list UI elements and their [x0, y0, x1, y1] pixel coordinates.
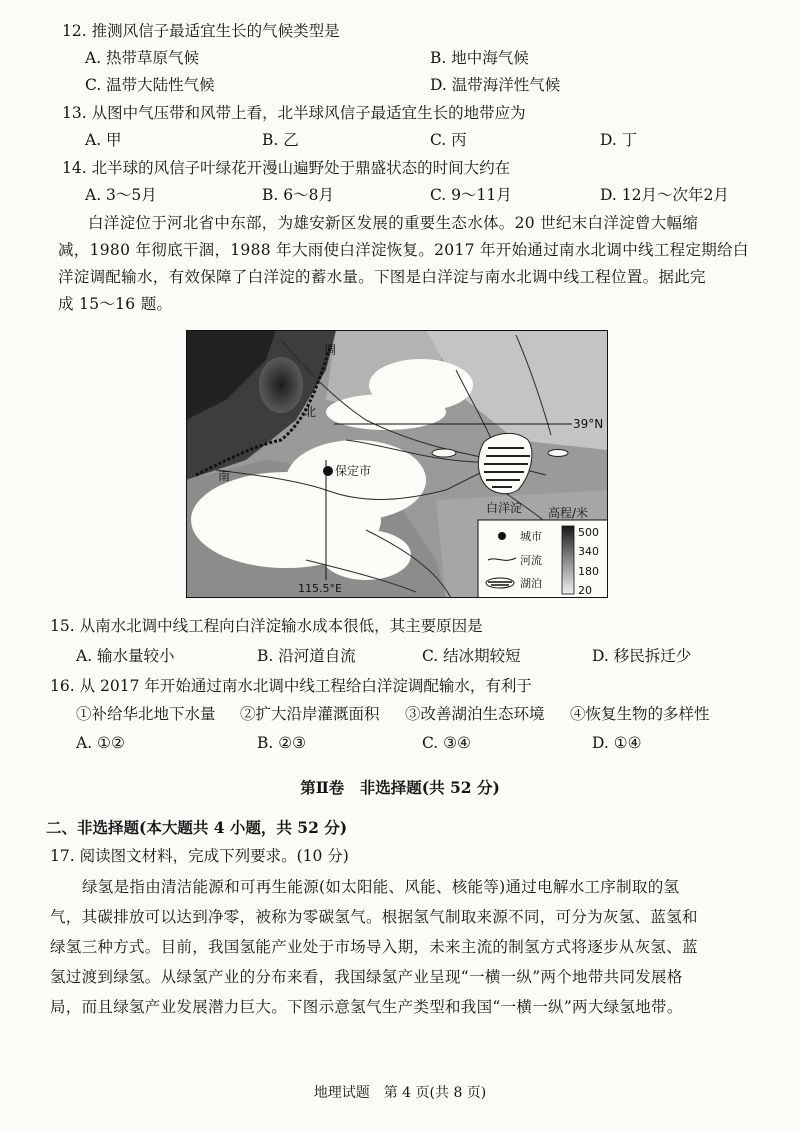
question-16-stem: 16. 从 2017 年开始通过南水北调中线工程给白洋淀调配输水，有利于 [50, 677, 532, 695]
question-13-option-d: D. 丁 [600, 131, 638, 149]
question-13-option-a: A. 甲 [85, 131, 122, 149]
question-12-option-b: B. 地中海气候 [430, 49, 529, 67]
passage-hydrogen-line-3: 绿氢三种方式。目前，我国氢能产业处于市场导入期，未来主流的制氢方式将逐步从灰氢、蓝 [50, 938, 698, 956]
question-12-option-a: A. 热带草原气候 [85, 49, 200, 67]
legend-lake-symbol [486, 578, 514, 588]
question-16-item-3: ③改善湖泊生态环境 [405, 705, 545, 723]
legend-value-340: 340 [578, 545, 599, 558]
question-14-option-d: D. 12月～次年2月 [600, 186, 729, 204]
legend-value-500: 500 [578, 526, 599, 539]
baiyangdian-label: 白洋淀 [486, 501, 523, 515]
question-12-option-c: C. 温带大陆性气候 [85, 76, 215, 94]
legend-value-180: 180 [578, 565, 599, 578]
question-14-option-b: B. 6～8月 [262, 186, 334, 204]
question-12-option-d: D. 温带海洋性气候 [430, 76, 561, 94]
passage-hydrogen-line-4: 氢过渡到绿氢。从绿氢产业的分布来看，我国绿氢产业呈现“一横一纵”两个地带共同发展格 [50, 968, 683, 986]
question-15-option-b: B. 沿河道自流 [257, 647, 356, 665]
question-16-option-d: D. ①④ [592, 734, 642, 752]
question-16-item-2: ②扩大沿岸灌溉面积 [240, 705, 380, 723]
legend-title: 高程/米 [548, 506, 589, 520]
legend-value-20: 20 [578, 584, 592, 597]
page-footer: 地理试题 第 4 页(共 8 页) [313, 1085, 487, 1101]
question-16-item-4: ④恢复生物的多样性 [570, 705, 710, 723]
question-12-stem: 12. 推测风信子最适宜生长的气候类型是 [62, 22, 340, 40]
question-15-option-c: C. 结冰期较短 [422, 647, 521, 665]
blank-patch-5 [321, 530, 411, 580]
question-15-stem: 15. 从南水北调中线工程向白洋淀输水成本很低，其主要原因是 [50, 617, 483, 635]
question-16-item-1: ①补给华北地下水量 [76, 705, 216, 723]
legend-city-label: 城市 [520, 530, 542, 543]
part-2-title: 第Ⅱ卷 非选择题(共 52 分) [300, 778, 500, 797]
small-lake-1 [432, 449, 456, 457]
baoding-city-marker [323, 466, 333, 476]
legend-river-label: 河流 [520, 554, 542, 567]
small-lake-2 [548, 450, 568, 457]
passage-hydrogen-line-2: 气，其碳排放可以达到净零，被称为零碳氢气。根据氢气制取来源不同，可分为灰氢、蓝氢和 [50, 908, 698, 926]
canal-label-diao: 调 [324, 343, 337, 357]
latitude-39n-label: 39°N [573, 417, 604, 431]
legend-city-symbol [498, 532, 506, 540]
question-16-option-a: A. ①② [76, 734, 125, 752]
question-16-option-c: C. ③④ [422, 734, 471, 752]
canal-label-north: 北 [304, 405, 317, 419]
question-17-stem: 17. 阅读图文材料，完成下列要求。(10 分) [50, 847, 349, 865]
canal-label-south: 南 [218, 469, 231, 483]
question-16-option-b: B. ②③ [257, 734, 307, 752]
question-15-option-d: D. 移民拆迁少 [592, 647, 692, 665]
passage-baiyangdian-line-1: 白洋淀位于河北省中东部，为雄安新区发展的重要生态水体。20 世纪末白洋淀曾大幅缩 [88, 214, 699, 232]
passage-hydrogen-line-1: 绿氢是指由清洁能源和可再生能源(如太阳能、风能、核能等)通过电解水工序制取的氢 [82, 878, 680, 896]
hill [259, 357, 303, 413]
question-13-stem: 13. 从图中气压带和风带上看，北半球风信子最适宜生长的地带应为 [62, 104, 526, 122]
question-13-option-c: C. 丙 [430, 131, 467, 149]
question-14-option-a: A. 3～5月 [85, 186, 157, 204]
baiyangdian-map [186, 330, 608, 598]
passage-baiyangdian-line-4: 成 15～16 题。 [58, 295, 173, 313]
longitude-1155e-label: 115.5°E [298, 582, 342, 595]
passage-baiyangdian-line-2: 减，1980 年彻底干涸，1988 年大雨使白洋淀恢复。2017 年开始通过南水北调中线工程定期给白 [58, 241, 749, 259]
passage-hydrogen-line-5: 局，而且绿氢产业发展潜力巨大。下图示意氢气生产类型和我国“一横一纵”两大绿氢地带。 [50, 998, 683, 1016]
question-13-option-b: B. 乙 [262, 131, 299, 149]
question-15-option-a: A. 输水量较小 [76, 647, 175, 665]
baoding-city-label: 保定市 [335, 464, 372, 478]
blank-patch-2 [326, 394, 446, 430]
question-14-option-c: C. 9～11月 [430, 186, 512, 204]
legend-lake-label: 湖泊 [520, 577, 542, 590]
section-2-title: 二、非选择题(本大题共 4 小题，共 52 分) [46, 818, 348, 837]
legend-elevation-bar [562, 526, 574, 594]
question-14-stem: 14. 北半球的风信子叶绿花开漫山遍野处于鼎盛状态的时间大约在 [62, 159, 511, 177]
passage-baiyangdian-line-3: 洋淀调配输水，有效保障了白洋淀的蓄水量。下图是白洋淀与南水北调中线工程位置。据此完 [58, 268, 706, 286]
